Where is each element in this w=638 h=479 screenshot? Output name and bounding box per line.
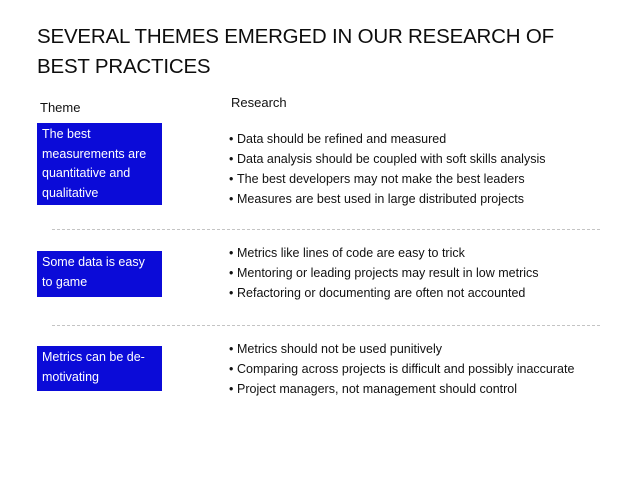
slide-title: SEVERAL THEMES EMERGED IN OUR RESEARCH OF BEST PRACTICES [37,25,554,78]
research-point: • Metrics like lines of code are easy to trick [229,243,539,263]
theme-box-motivation: Metrics can be de-motivating [37,346,162,391]
research-list-motivation [229,339,574,399]
research-list-measurements [229,129,546,209]
research-column-header: Research [231,95,287,110]
theme-box-gaming: Some data is easy to game [37,251,162,297]
row-divider [52,229,600,230]
row-divider [52,325,600,326]
research-point: • Comparing across projects is difficult and possibly inaccurate [229,359,574,379]
research-point: • Metrics should not be used punitively [229,339,574,359]
research-point: • Data should be refined and measured [229,129,546,149]
research-point: • The best developers may not make the best leaders [229,169,546,189]
research-list-gaming [229,243,539,303]
theme-column-header: Theme [40,100,81,115]
theme-box-measurements: The best measurements are quantitative and qualitative [37,123,162,205]
research-point: • Measures are best used in large distributed projects [229,189,546,209]
research-point: • Project managers, not management should control [229,379,574,399]
research-point: • Mentoring or leading projects may result in low metrics [229,263,539,283]
research-point: • Refactoring or documenting are often not accounted [229,283,539,303]
research-point: • Data analysis should be coupled with soft skills analysis [229,149,546,169]
